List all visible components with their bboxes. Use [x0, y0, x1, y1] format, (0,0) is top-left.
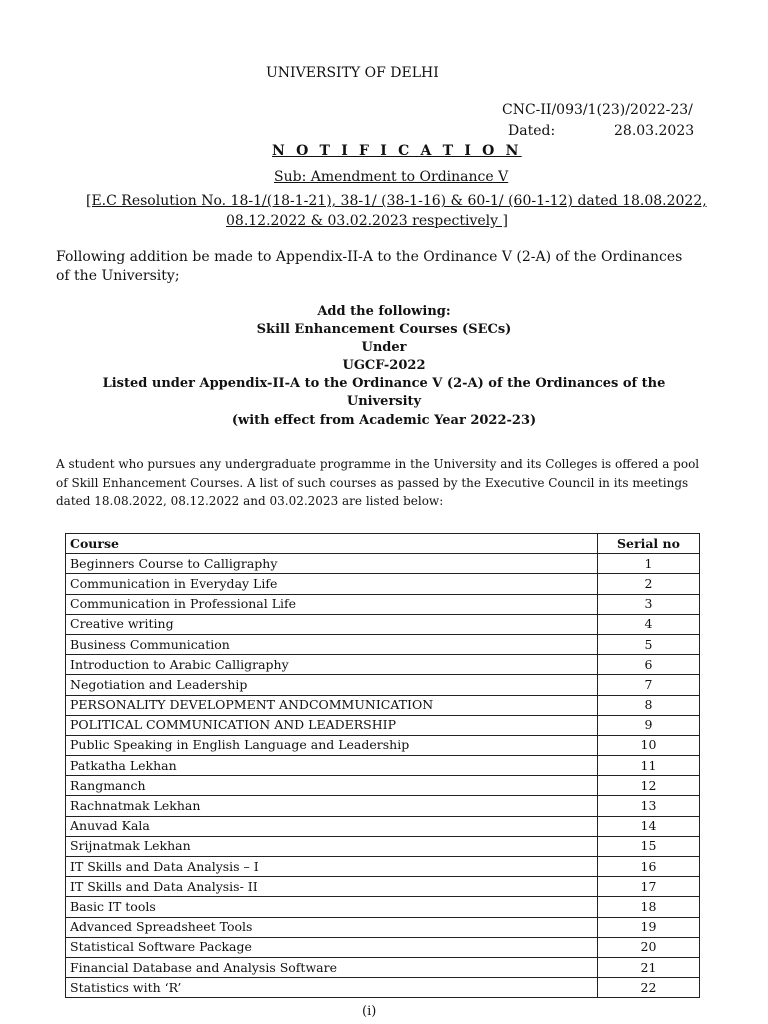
serial-number: 11	[598, 756, 700, 776]
table-row	[66, 796, 700, 816]
serial-number: 13	[598, 796, 700, 816]
serial-number: 4	[598, 614, 700, 634]
serial-number: 15	[598, 836, 700, 856]
intro-paragraph: Following addition be made to Appendix-II-A to the Ordinance V (2-A) of the Ordinances of the University;	[56, 249, 683, 284]
table-row	[66, 857, 700, 877]
resolution-line-1: [E.C Resolution No. 18-1/(18-1-21), 38-1/ (38-1-16) & 60-1/ (60-1-12) dated 18.08.2022,	[86, 193, 707, 209]
table-row	[66, 917, 700, 937]
serial-number: 17	[598, 877, 700, 897]
table-header-row	[66, 534, 700, 554]
heading-ugcf: UGCF-2022	[342, 358, 426, 373]
course-name: Financial Database and Analysis Software	[66, 957, 598, 977]
reference-number: CNC-II/093/1(23)/2022-23/	[502, 102, 693, 118]
heading-effect: (with effect from Academic Year 2022-23)	[231, 413, 537, 428]
serial-number: 18	[598, 897, 700, 917]
courses-table	[65, 533, 700, 998]
table-body	[66, 554, 700, 998]
course-name: POLITICAL COMMUNICATION AND LEADERSHIP	[66, 715, 598, 735]
course-name: PERSONALITY DEVELOPMENT ANDCOMMUNICATION	[66, 695, 598, 715]
course-name: Statistics with ‘R’	[66, 978, 598, 998]
table-row	[66, 634, 700, 654]
table-row	[66, 816, 700, 836]
table-row	[66, 655, 700, 675]
serial-number: 10	[598, 735, 700, 755]
serial-number: 19	[598, 917, 700, 937]
serial-number: 22	[598, 978, 700, 998]
course-name: Negotiation and Leadership	[66, 675, 598, 695]
serial-number: 6	[598, 655, 700, 675]
course-name: Business Communication	[66, 634, 598, 654]
dated-value: 28.03.2023	[614, 123, 695, 139]
table-row	[66, 836, 700, 856]
serial-number: 20	[598, 937, 700, 957]
serial-number: 7	[598, 675, 700, 695]
serial-number: 12	[598, 776, 700, 796]
heading-university: University	[346, 394, 422, 409]
course-name: Anuvad Kala	[66, 816, 598, 836]
university-name: UNIVERSITY OF DELHI	[266, 65, 439, 81]
course-name: Statistical Software Package	[66, 937, 598, 957]
serial-number: 5	[598, 634, 700, 654]
serial-number: 16	[598, 857, 700, 877]
heading-secs: Skill Enhancement Courses (SECs)	[256, 322, 512, 337]
serial-number: 14	[598, 816, 700, 836]
table-row	[66, 594, 700, 614]
course-name: Rachnatmak Lekhan	[66, 796, 598, 816]
course-name: Patkatha Lekhan	[66, 756, 598, 776]
table-row	[66, 756, 700, 776]
course-name: Communication in Professional Life	[66, 594, 598, 614]
course-name: Public Speaking in English Language and Leadership	[66, 735, 598, 755]
course-name: Creative writing	[66, 614, 598, 634]
table-row	[66, 776, 700, 796]
course-name: Basic IT tools	[66, 897, 598, 917]
course-name: IT Skills and Data Analysis – I	[66, 857, 598, 877]
subject-line: Sub: Amendment to Ordinance V	[274, 169, 509, 185]
serial-number: 1	[598, 554, 700, 574]
table-row	[66, 897, 700, 917]
course-name: Rangmanch	[66, 776, 598, 796]
table-row	[66, 614, 700, 634]
course-name: Srijnatmak Lekhan	[66, 836, 598, 856]
serial-number: 21	[598, 957, 700, 977]
course-name: Introduction to Arabic Calligraphy	[66, 655, 598, 675]
course-name: IT Skills and Data Analysis- II	[66, 877, 598, 897]
dated-label: Dated:	[508, 123, 556, 139]
heading-under: Under	[361, 340, 407, 355]
notification-title: N O T I F I C A T I O N	[272, 143, 522, 159]
serial-number: 3	[598, 594, 700, 614]
table-row	[66, 695, 700, 715]
serial-number: 2	[598, 574, 700, 594]
course-name: Beginners Course to Calligraphy	[66, 554, 598, 574]
heading-listed: Listed under Appendix-II-A to the Ordinance V (2-A) of the Ordinances of the	[102, 376, 666, 391]
table-row	[66, 715, 700, 735]
resolution-line-2: 08.12.2022 & 03.02.2023 respectively ]	[226, 213, 508, 229]
page-number: (i)	[362, 1004, 377, 1019]
heading-add: Add the following:	[317, 304, 451, 319]
table-row	[66, 554, 700, 574]
description-paragraph: A student who pursues any undergraduate programme in the University and its Colleges is offered a pool of Skill Enhancement Courses. A list of such courses as passed by the Executive Council in its meetings dated 18.08.2022, 08.12.2022 and 03.02.2023 are listed below:	[56, 457, 700, 508]
header-serial: Serial no	[598, 534, 700, 554]
table-row	[66, 675, 700, 695]
serial-number: 8	[598, 695, 700, 715]
table-row	[66, 957, 700, 977]
header-course: Course	[66, 534, 598, 554]
table-row	[66, 574, 700, 594]
table-row	[66, 978, 700, 998]
table-row	[66, 735, 700, 755]
table-row	[66, 937, 700, 957]
course-name: Communication in Everyday Life	[66, 574, 598, 594]
course-name: Advanced Spreadsheet Tools	[66, 917, 598, 937]
serial-number: 9	[598, 715, 700, 735]
table-row	[66, 877, 700, 897]
